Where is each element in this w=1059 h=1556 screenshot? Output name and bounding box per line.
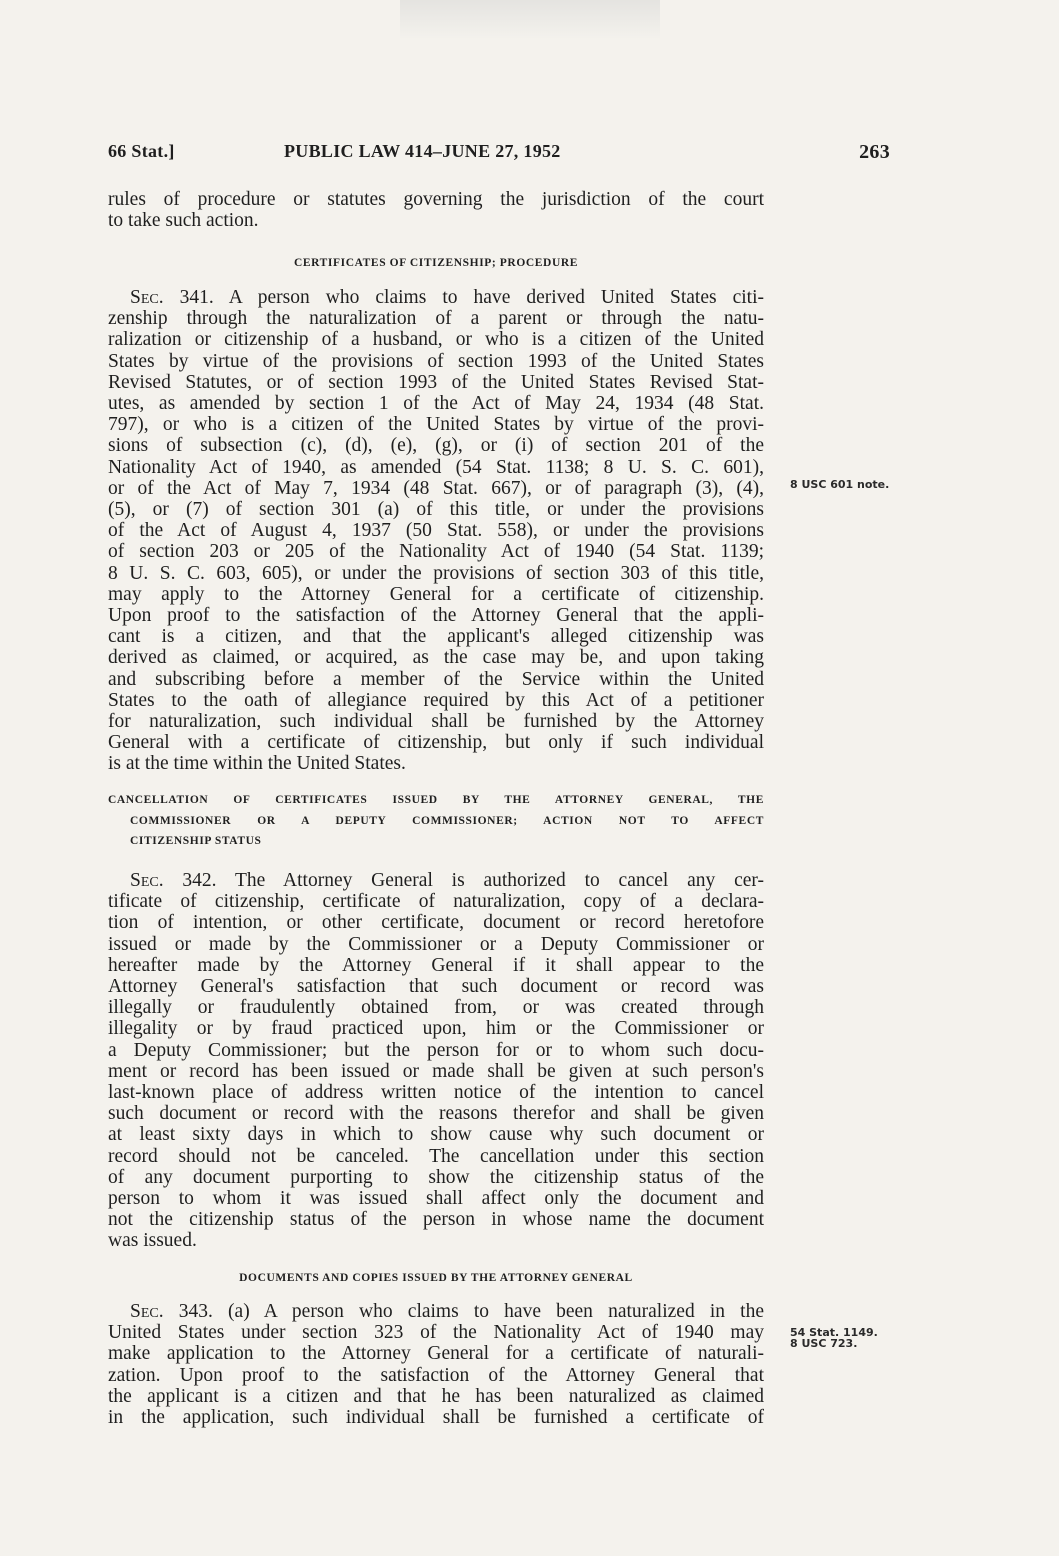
text-line: the applicant is a citizen and that he has been naturalized as claimed xyxy=(108,1385,764,1407)
margin-note-343 xyxy=(790,1327,878,1349)
text-line: may apply to the Attorney General for a certificate of citizenship. xyxy=(108,583,764,605)
heading-line: CERTIFICATES OF CITIZENSHIP; PROCEDURE xyxy=(293,257,579,269)
text-line: was issued. xyxy=(108,1230,197,1252)
text-line: illegality or by fraud practiced upon, him or the Commissioner or xyxy=(108,1018,764,1040)
section-heading-341 xyxy=(108,253,764,274)
running-header xyxy=(108,141,890,165)
text-line: United States under section 323 of the Nationality Act of 1940 may xyxy=(108,1322,764,1344)
text-line xyxy=(108,1301,764,1322)
text-line: person to whom it was issued shall affect only the document and xyxy=(108,1188,764,1210)
margin-note-line: 8 USC 723. xyxy=(790,1337,858,1350)
text-line: a Deputy Commissioner; but the person for or to whom such docu- xyxy=(108,1039,764,1061)
text-line xyxy=(108,287,764,308)
heading-line: CITIZENSHIP STATUS xyxy=(130,835,262,847)
text-line: tion of intention, or other certificate, document or record heretofore xyxy=(108,912,764,934)
section-label: Sec. xyxy=(130,870,164,891)
scan-artifact xyxy=(400,0,660,40)
text-line: last-known place of address written notice of the intention to cancel xyxy=(108,1082,764,1104)
section-label: Sec. xyxy=(130,287,164,308)
text-line: of the Act of August 4, 1937 (50 Stat. 558), or under the provisions xyxy=(108,520,764,542)
text-line: such document or record with the reasons therefor and shall be given xyxy=(108,1103,764,1125)
text-line: zation. Upon proof to the satisfaction of the Attorney General that xyxy=(108,1364,764,1386)
text-line: States by virtue of the provisions of section 1993 of the United States xyxy=(108,350,764,372)
text-line: ment or record has been issued or made shall be given at such person's xyxy=(108,1060,764,1082)
header-volume: 66 Stat.] xyxy=(108,141,175,161)
section-label: Sec. xyxy=(130,1301,164,1322)
text-line: (5), or (7) of section 301 (a) of this title, or under the provisions xyxy=(108,499,764,521)
text-line: for naturalization, such individual shall be furnished by the Attorney xyxy=(108,711,764,733)
section-343-text xyxy=(108,1301,764,1428)
text-line: of any document purporting to show the citizenship status of the xyxy=(108,1166,764,1188)
text-line: 797), or who is a citizen of the United States by virtue of the provi- xyxy=(108,414,764,436)
text-line: to take such action. xyxy=(108,210,259,232)
text-line: or of the Act of May 7, 1934 (48 Stat. 667), or of paragraph (3), (4), xyxy=(108,477,764,499)
text-line: Upon proof to the satisfaction of the Attorney General that the appli- xyxy=(108,605,764,627)
section-heading-343 xyxy=(108,1268,764,1289)
text-line: at least sixty days in which to show cause why such document or xyxy=(108,1124,764,1146)
text-line: make application to the Attorney General for a certificate of naturali- xyxy=(108,1343,764,1365)
text-line: Nationality Act of 1940, as amended (54 Stat. 1138; 8 U. S. C. 601), xyxy=(108,456,764,478)
section-342-text xyxy=(108,870,764,1252)
header-title: PUBLIC LAW 414–JUNE 27, 1952 xyxy=(284,141,561,161)
heading-line: CANCELLATION OF CERTIFICATES ISSUED BY THE ATTORNEY GENERAL, THE xyxy=(108,794,764,806)
section-first-line: 342. The Attorney General is authorized to cancel any cer- xyxy=(163,870,764,891)
text-line: ralization or citizenship of a husband, or who is a citizen of the United xyxy=(108,329,764,351)
margin-note-341: 8 USC 601 note. xyxy=(790,478,890,491)
text-line: issued or made by the Commissioner or a Deputy Commissioner or xyxy=(108,933,764,955)
text-line: is at the time within the United States. xyxy=(108,753,406,775)
section-first-line: 341. A person who claims to have derived United States citi- xyxy=(163,287,764,308)
text-line xyxy=(108,870,764,891)
text-line: illegally or fraudulently obtained from, or was created through xyxy=(108,997,764,1019)
text-line: and subscribing before a member of the Service within the United xyxy=(108,668,764,690)
section-heading-342 xyxy=(108,790,764,852)
text-line: derived as claimed, or acquired, as the case may be, and upon taking xyxy=(108,647,764,669)
text-line: Attorney General's satisfaction that such document or record was xyxy=(108,976,764,998)
heading-line: COMMISSIONER OR A DEPUTY COMMISSIONER; ACTION NOT TO AFFECT xyxy=(130,814,764,827)
text-line: States to the oath of allegiance required by this Act of a petitioner xyxy=(108,689,764,711)
text-line: of section 203 or 205 of the Nationality Act of 1940 (54 Stat. 1139; xyxy=(108,541,764,563)
page-number: 263 xyxy=(859,141,890,163)
margin-note-line: 54 Stat. 1149. xyxy=(790,1326,878,1339)
section-341-text xyxy=(108,287,764,775)
intro-paragraph xyxy=(108,189,764,231)
text-line: not the citizenship status of the person in whose name the document xyxy=(108,1209,764,1231)
text-line: in the application, such individual shall be furnished a certificate of xyxy=(108,1407,764,1429)
section-first-line: 343. (a) A person who claims to have been naturalized in the xyxy=(163,1301,764,1322)
text-line: sions of subsection (c), (d), (e), (g), or (i) of section 201 of the xyxy=(108,435,764,457)
text-line: utes, as amended by section 1 of the Act of May 24, 1934 (48 Stat. xyxy=(108,393,764,415)
text-line: hereafter made by the Attorney General if it shall appear to the xyxy=(108,954,764,976)
text-line: General with a certificate of citizenship, but only if such individual xyxy=(108,732,764,754)
text-line: record should not be canceled. The cancellation under this section xyxy=(108,1145,764,1167)
heading-line: DOCUMENTS AND COPIES ISSUED BY THE ATTORNEY GENERAL xyxy=(239,1272,633,1284)
text-line: zenship through the naturalization of a parent or through the natu- xyxy=(108,308,764,330)
text-line: 8 U. S. C. 603, 605), or under the provisions of section 303 of this title, xyxy=(108,562,764,584)
text-line: rules of procedure or statutes governing the jurisdiction of the court xyxy=(108,189,764,210)
text-line: Revised Statutes, or of section 1993 of the United States Revised Stat- xyxy=(108,371,764,393)
text-line: cant is a citizen, and that the applicant's alleged citizenship was xyxy=(108,626,764,648)
text-line: tificate of citizenship, certificate of naturalization, copy of a declara- xyxy=(108,891,764,913)
